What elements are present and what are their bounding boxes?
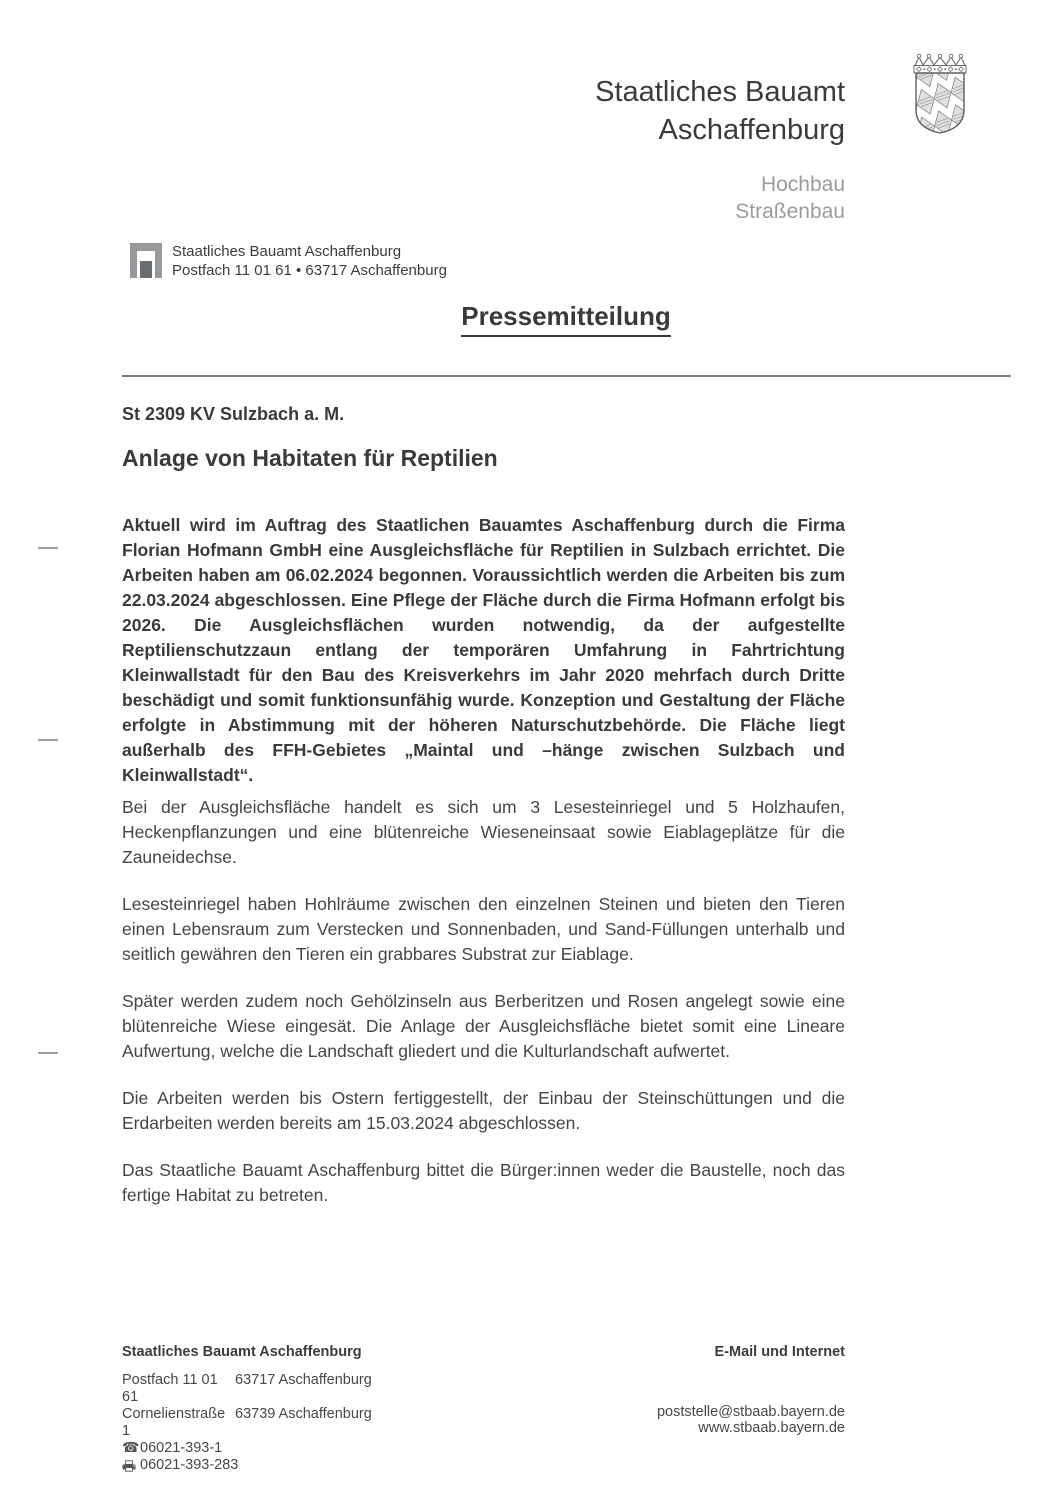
paragraph-5: Die Arbeiten werden bis Ostern fertiggestellt, der Einbau der Steinschüttungen und die Erdarbeiten werden bereits am 15.03.2024 abgeschlossen. — [122, 1088, 845, 1133]
sender-address-line2: Postfach 11 01 61 • 63717 Aschaffenburg — [172, 262, 447, 279]
footer-contact-block — [122, 1343, 372, 1474]
footer-address-row-2 — [122, 1406, 372, 1440]
paragraph-2: Bei der Ausgleichsfläche handelt es sich um 3 Lesesteinriegel und 5 Holzhaufen, Heckenpflanzungen und eine blütenreiche Wieseneinsaat sowie Eiablageplätze für die Zauneidechse. — [122, 797, 845, 867]
footer-online-block — [657, 1343, 845, 1436]
bavaria-coat-of-arms-icon — [908, 52, 972, 140]
footer-fax-number: 06021-393-283 — [140, 1457, 239, 1473]
document-kind-heading — [122, 299, 1010, 337]
footer-website: www.stbaab.bayern.de — [698, 1420, 845, 1436]
agency-name — [595, 73, 845, 149]
body-text-column — [122, 513, 845, 1230]
footer-email: poststelle@stbaab.bayern.de — [656, 1404, 845, 1420]
project-reference: St 2309 KV Sulzbach a. M. — [122, 404, 345, 424]
footer-fax-row — [122, 1457, 372, 1474]
fold-mark-top — [38, 547, 58, 549]
footer-online-heading: E-Mail und Internet — [714, 1344, 845, 1360]
department-list — [735, 171, 845, 225]
telephone-icon: ☎ — [122, 1440, 140, 1456]
fax-icon — [122, 1459, 140, 1472]
footer-phone-row — [122, 1440, 372, 1457]
footer-agency-heading: Staatliches Bauamt Aschaffenburg — [122, 1344, 362, 1360]
department-strassenbau: Straßenbau — [735, 200, 845, 223]
footer-street-city: 63739 Aschaffenburg — [235, 1406, 372, 1422]
footer-street: Cornelienstraße 1 — [122, 1406, 226, 1439]
agency-name-line1: Staatliches Bauamt — [595, 76, 845, 108]
fold-mark-bottom — [38, 1052, 58, 1054]
paragraph-lead: Aktuell wird im Auftrag des Staatlichen Bauamtes Aschaffenburg durch die Firma Florian Hofmann GmbH eine Ausgleichsfläche für Reptilien in Sulzbach errichtet. Die Arbeiten haben am 06.02.2024 begonnen. Voraussichtlich werden die Arbeiten bis zum 22.03.2024 abgeschlossen. Eine Pflege der Fläche durch die Firma Hofmann erfolgt bis 2026. Die Ausgleichsflächen wurden notwendig, da der aufgestellte Reptilienschutzzaun entlang der temporären Umfahrung in Fahrtrichtung Kleinwallstadt für den Bau des Kreisverkehrs im Jahr 2020 mehrfach durch Dritte beschädigt und somit funktionsunfähig wurde. Konzeption und Gestaltung der Fläche erfolgte in Abstimmung mit der höheren Naturschutzbehörde. Die Fläche liegt außerhalb des FFH-Gebietes „Maintal und –hänge zwischen Sulzbach und Kleinwallstadt“. — [122, 515, 845, 785]
building-arch-icon — [130, 243, 162, 278]
paragraph-4: Später werden zudem noch Gehölzinseln aus Berberitzen und Rosen angelegt sowie eine blütenreiche Wiese eingesät. Die Anlage der Ausgleichsfläche bietet somit eine Lineare Aufwertung, welche die Landschaft gliedert und die Kulturlandschaft aufwertet. — [122, 991, 845, 1061]
sender-address-line1: Staatliches Bauamt Aschaffenburg — [172, 243, 402, 260]
footer-address-row-1 — [122, 1372, 372, 1406]
department-hochbau: Hochbau — [760, 173, 845, 196]
footer-phone-number: 06021-393-1 — [140, 1440, 223, 1456]
paragraph-6: Das Staatliche Bauamt Aschaffenburg bittet die Bürger:innen weder die Baustelle, noch das fertige Habitat zu betreten. — [122, 1160, 845, 1205]
footer-postfach: Postfach 11 01 61 — [122, 1372, 218, 1405]
page-title: Anlage von Habitaten für Reptilien — [122, 445, 498, 471]
agency-name-line2: Aschaffenburg — [658, 114, 845, 146]
document-kind-label: Pressemitteilung — [461, 299, 671, 337]
footer-postfach-city: 63717 Aschaffenburg — [235, 1372, 372, 1388]
sender-address-block — [172, 242, 447, 280]
fold-mark-middle — [38, 739, 58, 741]
building-arch-door — [140, 261, 152, 278]
paragraph-3: Lesesteinriegel haben Hohlräume zwischen den einzelnen Steinen und bieten den Tieren einen Lebensraum zum Verstecken und Sonnenbaden, und Sand-Füllungen unterhalb und seitlich gewähren den Tieren ein grabbares Substrat zur Eiablage. — [122, 894, 845, 964]
header-divider-rule — [122, 375, 1011, 377]
